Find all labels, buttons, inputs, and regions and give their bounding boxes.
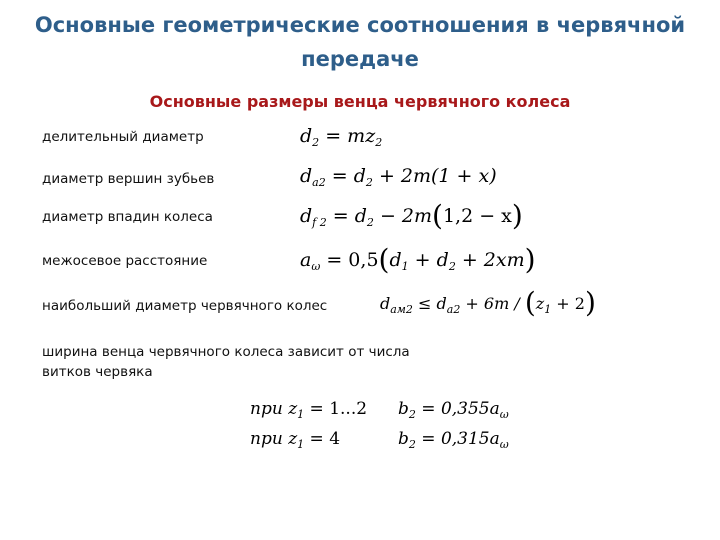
formula-width-z1-4: при $z_1 = 4$ [250, 429, 341, 451]
formula-width-z1-1-2: при $z_1 = 1...2$ [250, 399, 368, 421]
formula-max-diameter: $d_{aм2} \le d_{a2} + 6m / (z_1 + 2)$ [380, 286, 596, 319]
label-face-width: ширина венца червячного колеса зависит от числа витков червяка [42, 344, 410, 380]
section-subtitle: Основные размеры венца червячного колеса [149, 92, 571, 111]
formula-center-distance: $a_\omega = 0,5(d_1 + d_2 + 2xm)$ [300, 243, 536, 276]
label-pitch-diameter: делительный диаметр [42, 129, 204, 145]
label-root-diameter: диаметр впадин колеса [42, 209, 213, 225]
label-max-diameter: наибольший диаметр червячного колес [42, 298, 328, 314]
label-center-distance: межосевое расстояние [42, 253, 208, 269]
formula-width-b2-0355: $b_2 = 0,355a_\omega$ [398, 399, 509, 421]
formula-pitch-diameter: $d_2 = mz_2$ [300, 125, 383, 149]
formula-tip-diameter: $d_{a2} = d_2 + 2m(1 + x)$ [300, 165, 497, 189]
formula-root-diameter: $d_{f 2} = d_2 - 2m(1,2 - x)$ [300, 199, 523, 232]
page-title: Основные геометрические соотношения в червячной передаче [34, 13, 686, 71]
formula-width-b2-0315: $b_2 = 0,315a_\omega$ [398, 429, 509, 451]
label-tip-diameter: диаметр вершин зубьев [42, 171, 215, 187]
